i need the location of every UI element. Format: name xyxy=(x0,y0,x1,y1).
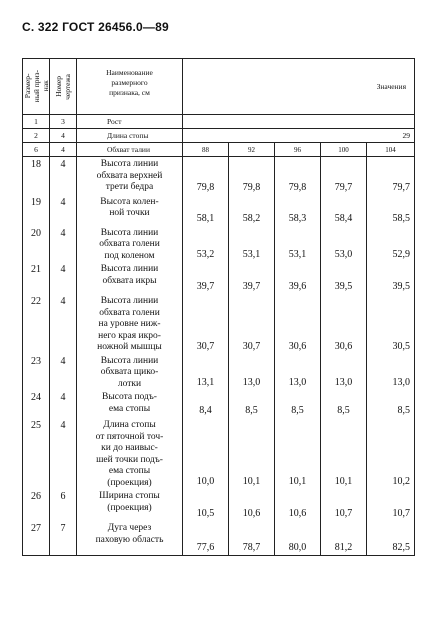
value-cell: 30,7 xyxy=(183,294,229,354)
table-row xyxy=(23,226,415,263)
row-number: 25 xyxy=(23,418,50,489)
row-number: 20 xyxy=(23,226,50,263)
table-row xyxy=(23,489,415,521)
size-row-no: 6 xyxy=(23,143,50,157)
row-number: 18 xyxy=(23,157,50,195)
value-cell: 82,5 xyxy=(367,521,415,555)
value-cell: 8,4 xyxy=(183,390,229,418)
value-cell: 79,8 xyxy=(275,157,321,195)
size-row-drawing: 4 xyxy=(50,143,77,157)
feature-name: Высота линии обхвата щико- лотки xyxy=(77,354,183,391)
value-cell: 10,7 xyxy=(321,489,367,521)
value-cell: 39,5 xyxy=(321,262,367,294)
value-cell: 53,2 xyxy=(183,226,229,263)
value-cell: 80,0 xyxy=(275,521,321,555)
value-cell: 58,5 xyxy=(367,195,415,226)
value-cell: 10,2 xyxy=(367,418,415,489)
drawing-number: 4 xyxy=(50,195,77,226)
value-cell: 13,0 xyxy=(321,354,367,391)
value-cell: 10,7 xyxy=(367,489,415,521)
feature-name: Дуга через паховую область xyxy=(77,521,183,555)
value-cell: 58,2 xyxy=(229,195,275,226)
table-row xyxy=(23,390,415,418)
value-cell: 58,4 xyxy=(321,195,367,226)
drawing-number: 4 xyxy=(50,157,77,195)
value-cell: 58,1 xyxy=(183,195,229,226)
col-header-feature: Размер- ный приз- нак xyxy=(23,59,50,115)
table-row xyxy=(23,157,415,195)
value-cell: 53,0 xyxy=(321,226,367,263)
row-number: 22 xyxy=(23,294,50,354)
value-cell: 30,6 xyxy=(321,294,367,354)
value-cell: 8,5 xyxy=(229,390,275,418)
row-2-value: 29 xyxy=(183,129,415,143)
row-number: 21 xyxy=(23,262,50,294)
table-row xyxy=(23,418,415,489)
value-cell: 10,6 xyxy=(229,489,275,521)
row-1-no: 1 xyxy=(23,115,50,129)
value-cell: 79,8 xyxy=(229,157,275,195)
value-cell: 53,1 xyxy=(275,226,321,263)
size-100: 100 xyxy=(321,143,367,157)
row-1-value xyxy=(183,115,415,129)
value-cell: 10,5 xyxy=(183,489,229,521)
drawing-number: 4 xyxy=(50,226,77,263)
table-row xyxy=(23,294,415,354)
value-cell: 8,5 xyxy=(367,390,415,418)
drawing-number: 4 xyxy=(50,418,77,489)
feature-name: Высота колен- ной точки xyxy=(77,195,183,226)
size-88: 88 xyxy=(183,143,229,157)
value-cell: 53,1 xyxy=(229,226,275,263)
drawing-number: 7 xyxy=(50,521,77,555)
value-cell: 8,5 xyxy=(275,390,321,418)
drawing-number: 4 xyxy=(50,390,77,418)
row-2-drawing: 4 xyxy=(50,129,77,143)
page-header: С. 322 ГОСТ 26456.0—89 xyxy=(22,20,169,34)
size-92: 92 xyxy=(229,143,275,157)
row-number: 19 xyxy=(23,195,50,226)
value-cell: 79,7 xyxy=(367,157,415,195)
col-header-name: Наименование размерного признака, см xyxy=(77,59,183,115)
feature-name: Высота линии обхвата верхней трети бедра xyxy=(77,157,183,195)
table-row xyxy=(23,262,415,294)
table-row xyxy=(23,521,415,555)
value-cell: 13,0 xyxy=(275,354,321,391)
feature-name: Ширина стопы (проекция) xyxy=(77,489,183,521)
table-row xyxy=(23,354,415,391)
size-104: 104 xyxy=(367,143,415,157)
value-cell: 78,7 xyxy=(229,521,275,555)
value-cell: 77,6 xyxy=(183,521,229,555)
value-cell: 10,1 xyxy=(321,418,367,489)
value-cell: 10,1 xyxy=(275,418,321,489)
measurements-table xyxy=(22,58,415,556)
size-row-name: Обхват талии xyxy=(77,143,183,157)
value-cell: 30,5 xyxy=(367,294,415,354)
row-number: 26 xyxy=(23,489,50,521)
value-cell: 10,0 xyxy=(183,418,229,489)
value-cell: 13,1 xyxy=(183,354,229,391)
value-cell: 58,3 xyxy=(275,195,321,226)
value-cell: 39,5 xyxy=(367,262,415,294)
feature-name: Высота линии обхвата голени на уровне ниж- него края икро- ножной мышцы xyxy=(77,294,183,354)
feature-name: Высота подъ- ема стопы xyxy=(77,390,183,418)
value-cell: 39,7 xyxy=(229,262,275,294)
row-1-name: Рост xyxy=(77,115,183,129)
value-cell: 39,7 xyxy=(183,262,229,294)
value-cell: 81,2 xyxy=(321,521,367,555)
col-header-values: Значения xyxy=(183,59,415,115)
feature-name: Высота линии обхвата икры xyxy=(77,262,183,294)
value-cell: 13,0 xyxy=(229,354,275,391)
drawing-number: 4 xyxy=(50,294,77,354)
row-2-no: 2 xyxy=(23,129,50,143)
value-cell: 79,7 xyxy=(321,157,367,195)
feature-name: Высота линии обхвата голени под коленом xyxy=(77,226,183,263)
size-96: 96 xyxy=(275,143,321,157)
value-cell: 39,6 xyxy=(275,262,321,294)
drawing-number: 6 xyxy=(50,489,77,521)
value-cell: 30,7 xyxy=(229,294,275,354)
table-row xyxy=(23,195,415,226)
row-number: 27 xyxy=(23,521,50,555)
value-cell: 79,8 xyxy=(183,157,229,195)
feature-name: Длина стопы от пяточной точ- ки до наивыс- шей точки подъ- ема стопы (проекция) xyxy=(77,418,183,489)
value-cell: 52,9 xyxy=(367,226,415,263)
value-cell: 8,5 xyxy=(321,390,367,418)
col-header-drawing: Номер чертежа xyxy=(50,59,77,115)
value-cell: 30,6 xyxy=(275,294,321,354)
row-2-name: Длина стопы xyxy=(77,129,183,143)
row-1-drawing: 3 xyxy=(50,115,77,129)
row-number: 24 xyxy=(23,390,50,418)
value-cell: 10,6 xyxy=(275,489,321,521)
drawing-number: 4 xyxy=(50,354,77,391)
value-cell: 13,0 xyxy=(367,354,415,391)
value-cell: 10,1 xyxy=(229,418,275,489)
row-number: 23 xyxy=(23,354,50,391)
drawing-number: 4 xyxy=(50,262,77,294)
